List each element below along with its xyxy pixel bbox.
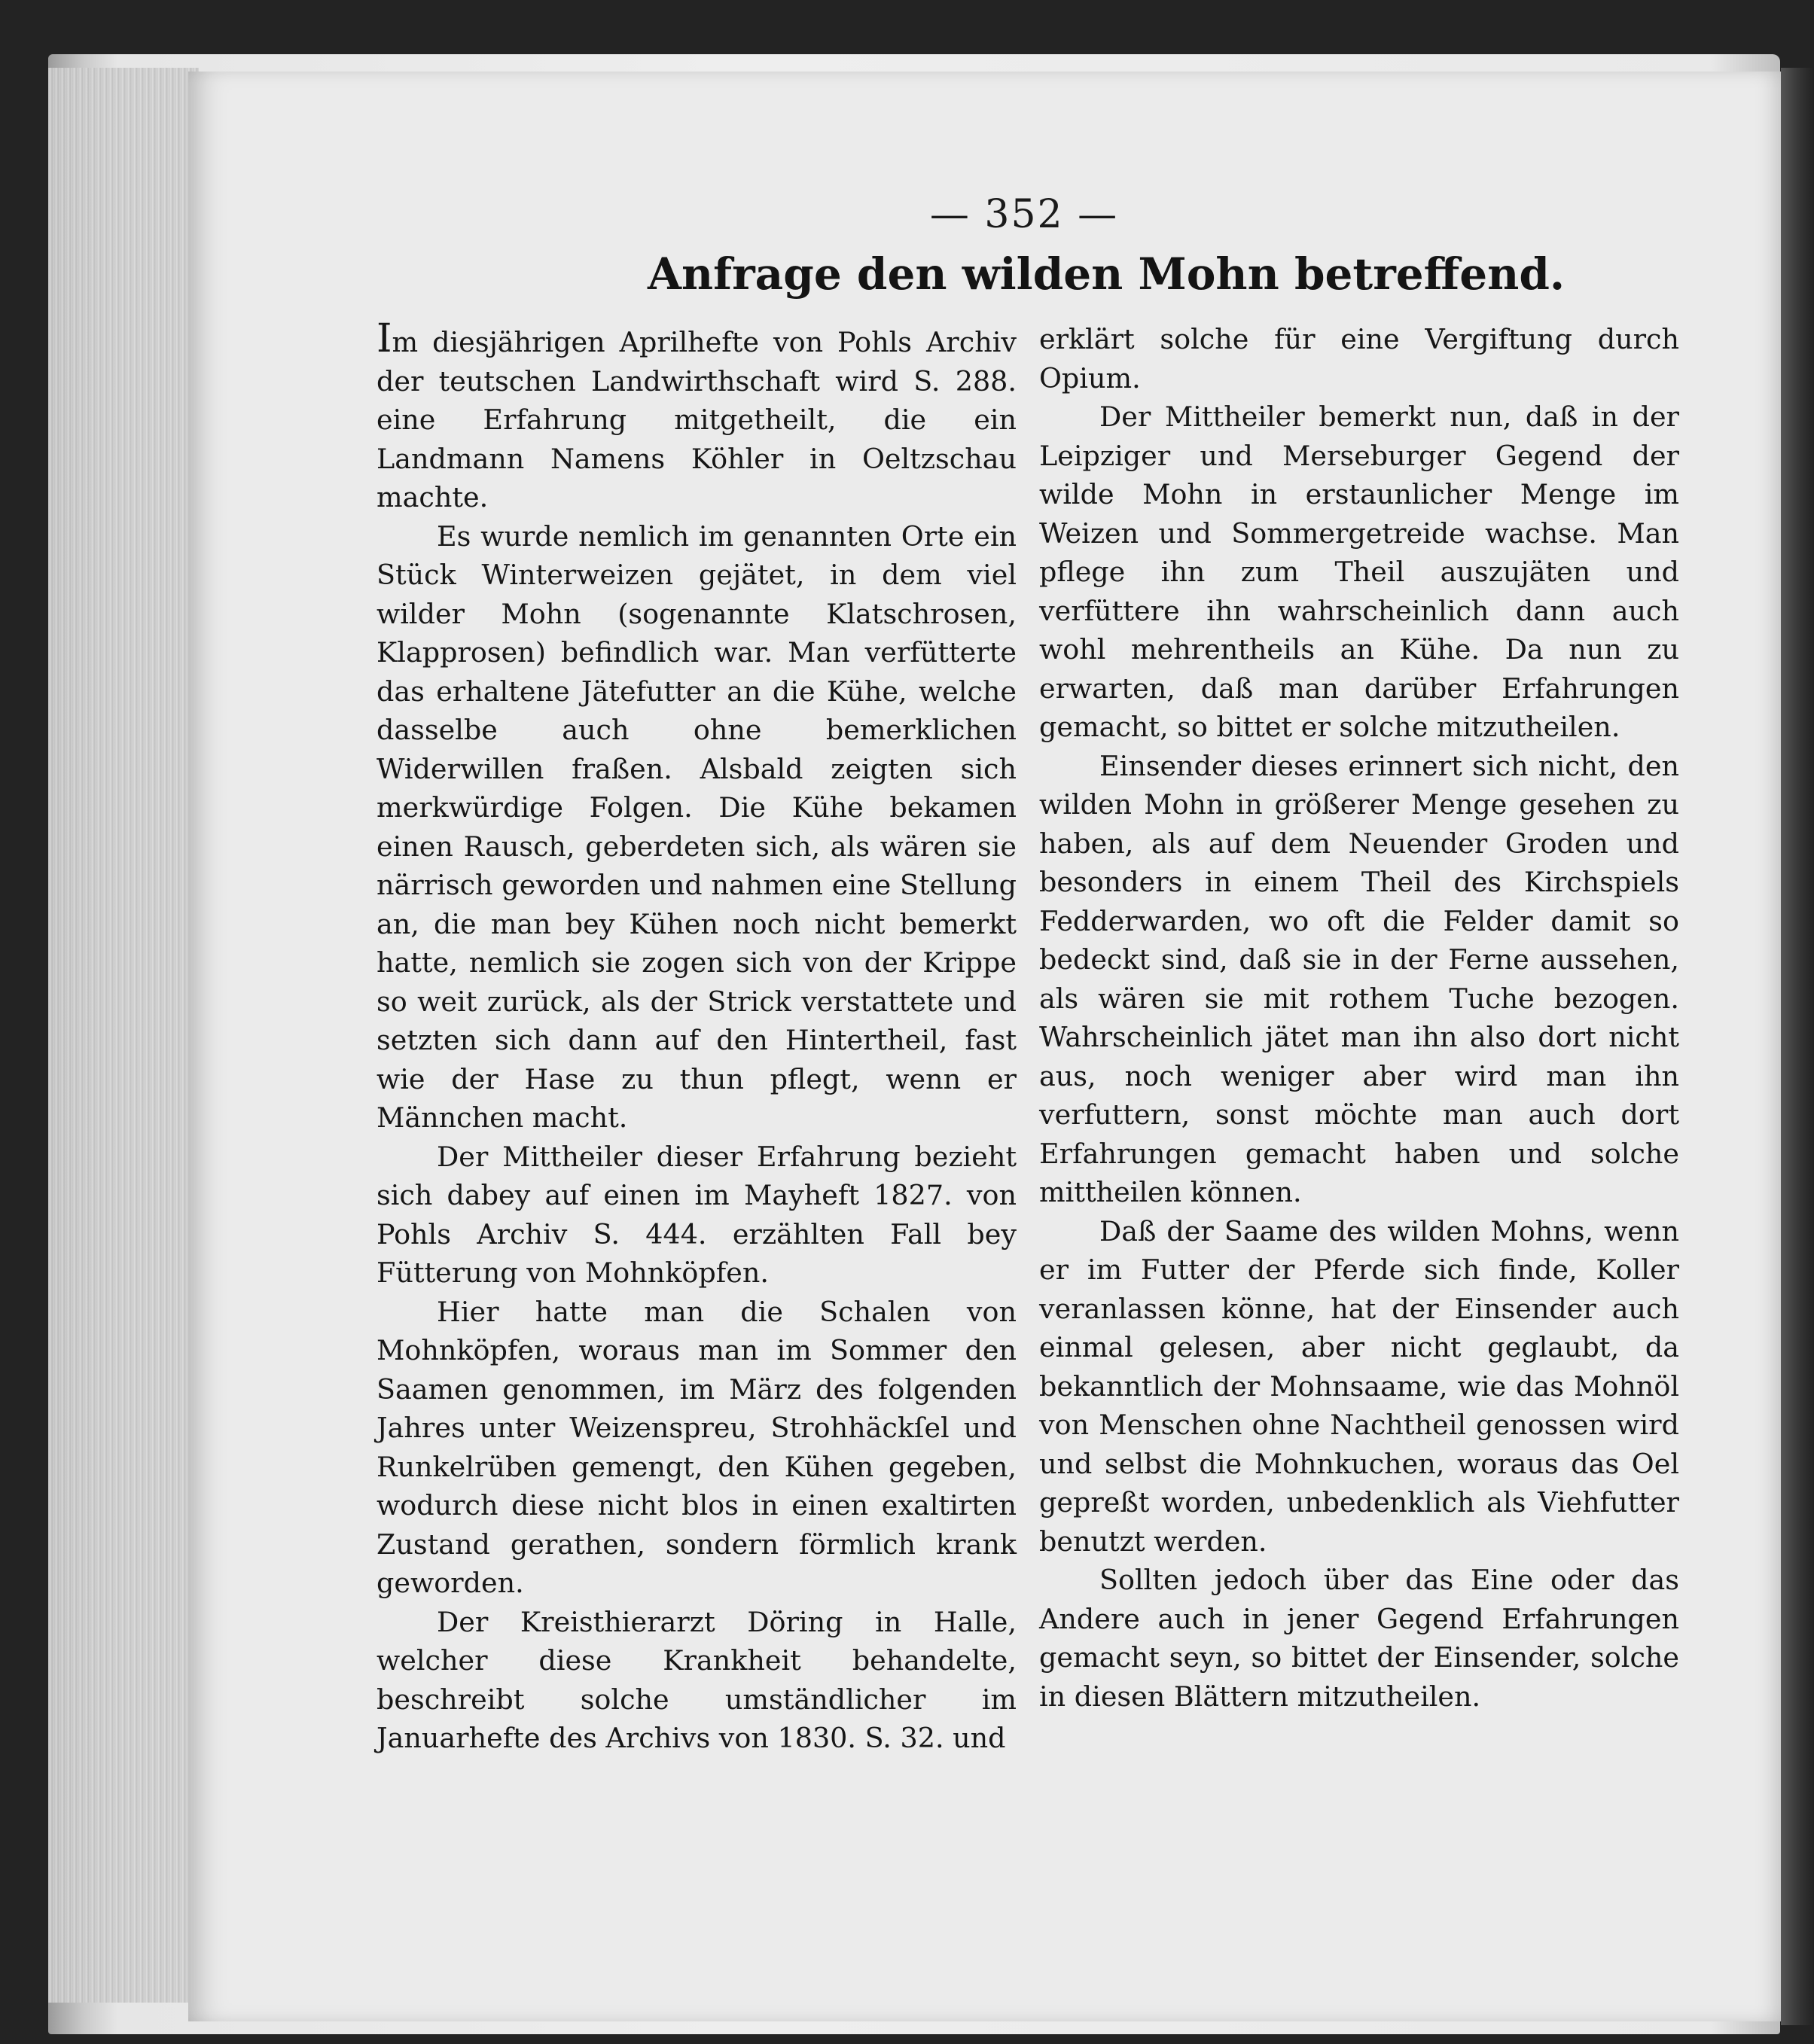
right-paragraph-5: Sollten jedoch über das Eine oder das Andere auch in jener Gegend Erfahrungen gemacht seyn, so bittet der Einsender, solche in diesen Blättern mitzutheilen. bbox=[1039, 1564, 1679, 1713]
article-title: Anfrage den wilden Mohn betreffend. bbox=[648, 248, 1566, 300]
binding-edge bbox=[1781, 68, 1814, 2025]
left-column bbox=[377, 316, 1017, 1758]
left-paragraph-5: Der Kreisthierarzt Döring in Halle, welcher diese Krankheit behandelte, beschreibt solche umständlicher im Januarhefte des Archivs von 1830. S. 32. und bbox=[377, 1605, 1017, 1754]
left-paragraph-2: Es wurde nemlich im genannten Orte ein Stück Winterweizen gejätet, in dem viel wilder Mohn (sogenannte Klatschrosen, Klapprosen) befindlich war. Man verfütterte das erhaltene Jätefutter an die Kühe, welche dasselbe auch ohne bemerklichen Widerwillen fraßen. Alsbald zeigten sich merkwürdige Folgen. Die Kühe bekamen einen Rausch, geberdeten sich, als wären sie närrisch geworden und nahmen eine Stellung an, die man bey Kühen noch nicht bemerkt hatte, nemlich sie zogen sich von der Krippe so weit zurück, als der Strick verstattete und setzten sich dann auf den Hintertheil, fast wie der Hase zu thun pflegt, wenn er Männchen macht. bbox=[377, 519, 1017, 1134]
left-paragraph-3: Der Mittheiler dieser Erfahrung bezieht sich dabey auf einen im Mayheft 1827. von Pohls Archiv S. 444. erzählten Fall bey Fütterung von Mohnköpfen. bbox=[377, 1140, 1017, 1289]
left-paragraph-1: Im diesjährigen Aprilhefte von Pohls Archiv der teutschen Landwirthschaft wird S. 288. eine Erfahrung mitgetheilt, die ein Landmann Namens Köhler in Oeltzschau machte. bbox=[377, 316, 1017, 513]
page-number: — 352 — bbox=[929, 192, 1119, 237]
left-paragraph-4: Hier hatte man die Schalen von Mohnköpfen, woraus man im Sommer den Saamen genommen, im März des folgenden Jahres unter Weizenspreu, Strohhäckſel und Runkelrüben gemengt, den Kühen gegeben, wodurch diese nicht blos in einen exaltirten Zustand gerathen, sondern förmlich krank geworden. bbox=[377, 1295, 1017, 1599]
right-paragraph-2: Der Mittheiler bemerkt nun, daß in der Leipziger und Merseburger Gegend der wilde Mohn in erstaunlicher Menge im Weizen und Sommergetreide wachse. Man pflege ihn zum Theil auszujäten und verfüttere ihn wahrscheinlich dann auch wohl mehrentheils an Kühe. Da nun zu erwarten, daß man darüber Erfahrungen gemacht, so bittet er solche mitzutheilen. bbox=[1039, 401, 1679, 743]
right-paragraph-1: erklärt solche für eine Vergiftung durch Opium. bbox=[1039, 323, 1679, 394]
right-paragraph-4: Daß der Saame des wilden Mohns, wenn er im Futter der Pferde sich finde, Koller veranlassen könne, hat der Einsender auch einmal gelesen, aber nicht geglaubt, da bekanntlich der Mohnsaame, wie das Mohnöl von Menschen ohne Nachtheil genossen wird und selbst die Mohnkuchen, woraus das Oel gepreßt worden, unbedenklich als Viehfutter benutzt werden. bbox=[1039, 1214, 1679, 1558]
right-column bbox=[1039, 320, 1679, 1716]
page-edges bbox=[48, 68, 199, 2003]
right-paragraph-3: Einsender dieses erinnert sich nicht, den wilden Mohn in größerer Menge gesehen zu haben, als auf dem Neuender Groden und besonders in einem Theil des Kirchspiels Fedderwarden, wo oft die Felder damit so bedeckt sind, daß sie in der Ferne aussehen, als wären sie mit rothem Tuche bezogen. Wahrscheinlich jätet man ihn also dort nicht aus, noch weniger aber wird man ihn verfuttern, sonst möchte man auch dort Erfahrungen gemacht haben und solche mittheilen können. bbox=[1039, 749, 1679, 1208]
